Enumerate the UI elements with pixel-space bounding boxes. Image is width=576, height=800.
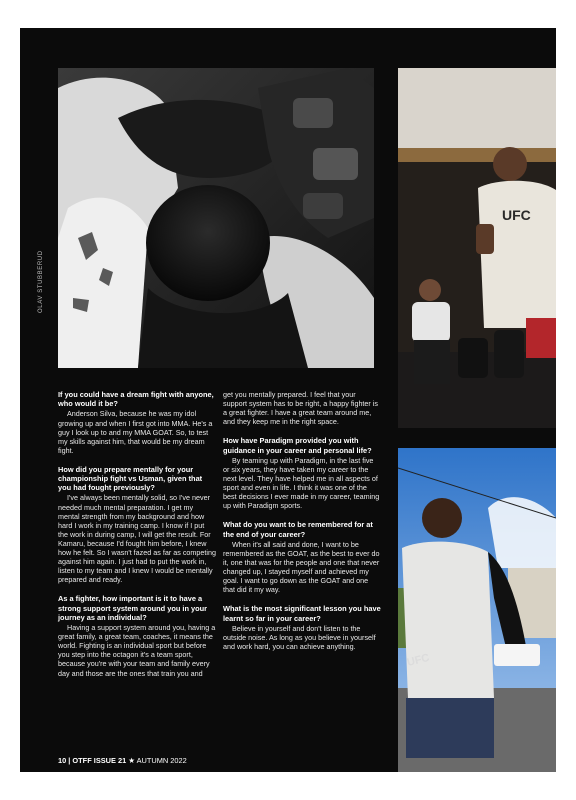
question: How have Paradigm provided you with guidance in your career and personal life?	[223, 436, 372, 455]
answer: By teaming up with Paradigm, in the last five or six years, they have taken my career to the next level. They have helped me in all aspects of sport and even in life. I think it was one of the best decisions I ever made in my career, teaming up with Paradigm sports.	[223, 455, 380, 511]
question: What do you want to be remembered for at the end of your career?	[223, 520, 373, 539]
photo-credit: OLAV STUBBERUD	[38, 250, 44, 313]
page-footer	[58, 756, 187, 765]
question: As a fighter, how important is it to have a strong support system around you in your journey as an individual?	[58, 594, 208, 622]
text-column-left	[58, 390, 216, 688]
sleeve-brand-text: UFC	[405, 651, 431, 669]
photo-locker-room	[398, 68, 556, 428]
answer: When it's all said and done, I want to be remembered as the GOAT, as the best to ever do it, one that was for the people and one that never changed up, I stayed myself and achieved my goal. I want to go down as the GOAT and one that did it my way.	[223, 539, 380, 595]
photo-outdoor	[398, 448, 556, 772]
question: If you could have a dream fight with anyone, who would it be?	[58, 390, 214, 409]
text-column-middle	[223, 390, 381, 661]
page-number: 10	[58, 756, 67, 765]
answer: Having a support system around you, having a great family, a great team, coaches, it means the world. Fighting is an individual sport but before you step into the octagon it's a team sport, because you're with your team and family every day and those are the ones that train you and	[58, 623, 216, 678]
photo-embrace-graphic	[58, 68, 374, 368]
answer-continued: get you mentally prepared. I feel that your support system has to be right, a happy fighter is a great fighter. I have a great team around me, and they keep me in the right space.	[223, 390, 379, 427]
photo-outdoor-graphic	[398, 448, 556, 772]
photo-locker-room-graphic	[398, 68, 556, 428]
answer: I've always been mentally solid, so I've never needed much mental preparation. I get my mental strength from my background and how hard I work in my training camp. I know if I put the work in during camp, I will get the result. For Kamaru, because I'd fought him before, I knew how he felt. So I wasn't fazed as far as competing against him again. I just had to put the work in, listen to my team and I knew I would be mentally prepared and ready.	[58, 493, 216, 585]
answer: Anderson Silva, because he was my idol growing up and when I first got into MMA. He's a guy I look up to and my MMA GOAT. So, to test my skills against him, that would be my dream fight.	[58, 409, 213, 455]
shirt-brand-text: UFC	[502, 207, 531, 223]
question: What is the most significant lesson you have learnt so far in your career?	[223, 604, 381, 623]
answer: Believe in yourself and don't listen to the outside noise. As long as you believe in yourself and work hard, you can achieve anything.	[223, 623, 376, 651]
issue-season: AUTUMN 2022	[136, 756, 187, 765]
star-icon: ★	[128, 756, 135, 765]
photo-embrace	[58, 68, 374, 368]
magazine-page	[20, 28, 556, 772]
publication-name: | OTFF ISSUE 21	[68, 756, 127, 765]
question: How did you prepare mentally for your championship fight vs Usman, given that you had fought previously?	[58, 464, 203, 493]
